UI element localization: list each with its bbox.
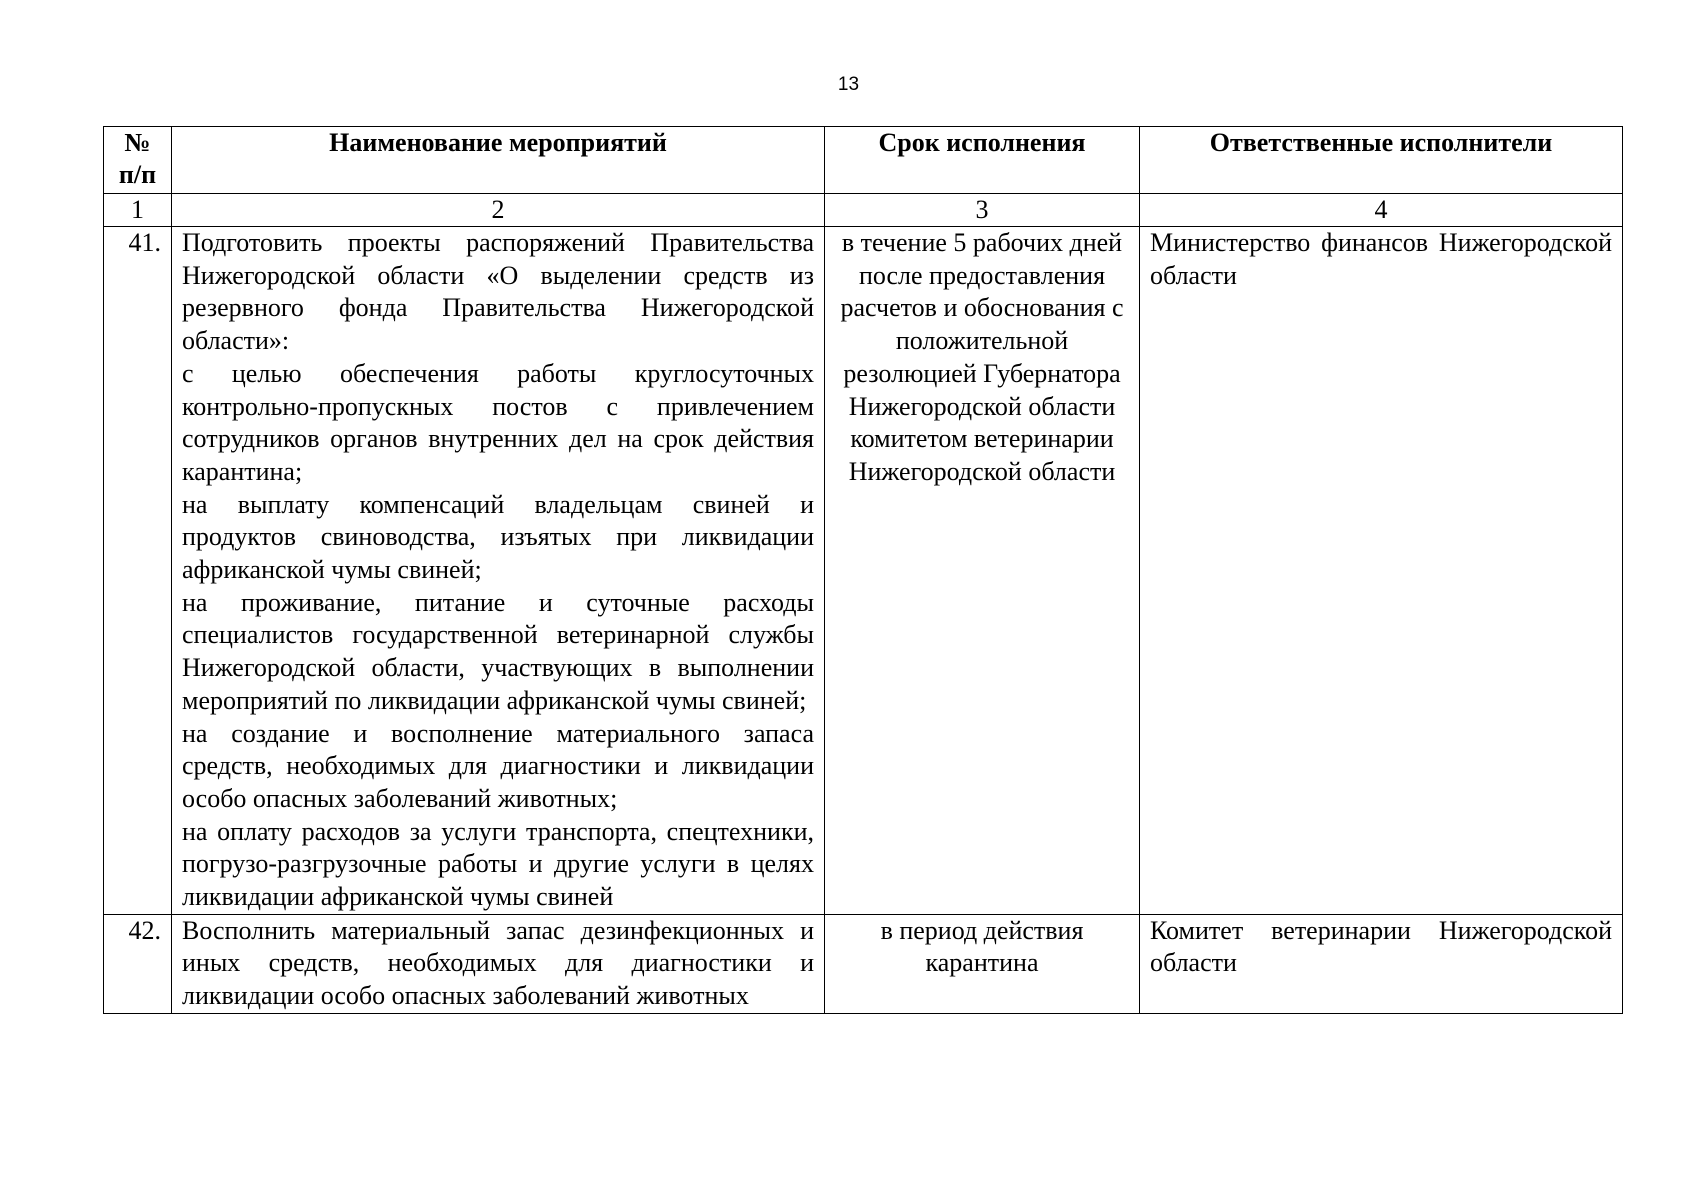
term-cell: в течение 5 рабочих дней после предоставления расчетов и обоснования с положительной резолюцией Губернатора Нижегородской области комитетом ветеринарии Нижегородской области [825,227,1140,915]
header-name: Наименование мероприятий [172,127,825,194]
column-index: 3 [825,194,1140,227]
measure-paragraph: с целью обеспечения работы круглосуточных контрольно-пропускных постов с привлечением сотрудников органов внутренних дел на срок действия карантина; [182,358,814,486]
measure-name-cell [172,914,825,1013]
measure-name-cell [172,227,825,915]
responsible-cell: Комитет ветеринарии Нижегородской области [1140,914,1623,1013]
header-num: № п/п [104,127,172,194]
row-number: 41. [104,227,172,915]
responsible-cell: Министерство финансов Нижегородской области [1140,227,1623,915]
measure-paragraph: Восполнить материальный запас дезинфекционных и иных средств, необходимых для диагностики и ликвидации особо опасных заболеваний животных [182,915,814,1011]
table-header-row [104,127,1623,194]
row-number: 42. [104,914,172,1013]
table-row [104,914,1623,1013]
column-index: 2 [172,194,825,227]
measures-table [103,126,1623,1014]
measure-paragraph: на создание и восполнение материального запаса средств, необходимых для диагностики и ликвидации особо опасных заболеваний животных; [182,718,814,813]
measure-paragraph: на выплату компенсаций владельцам свиней и продуктов свиноводства, изъятых при ликвидации африканской чумы свиней; [182,489,814,585]
measure-paragraph: на проживание, питание и суточные расходы специалистов государственной ветеринарной службы Нижегородской области, участвующих в выполнении мероприятий по ликвидации африканской чумы свиней; [182,587,814,715]
measure-paragraph: на оплату расходов за услуги транспорта, спецтехники, погрузо-разгрузочные работы и другие услуги в целях ликвидации африканской чумы свиней [182,816,814,912]
term-cell: в период действия карантина [825,914,1140,1013]
header-responsible: Ответственные исполнители [1140,127,1623,194]
header-term: Срок исполнения [825,127,1140,194]
table-row [104,227,1623,915]
column-index-row [104,194,1623,227]
measure-paragraph: Подготовить проекты распоряжений Правительства Нижегородской области «О выделении средств из резервного фонда Правительства Нижегородской области»: [182,228,814,356]
page-number: 13 [837,74,860,95]
column-index: 4 [1140,194,1623,227]
column-index: 1 [104,194,172,227]
